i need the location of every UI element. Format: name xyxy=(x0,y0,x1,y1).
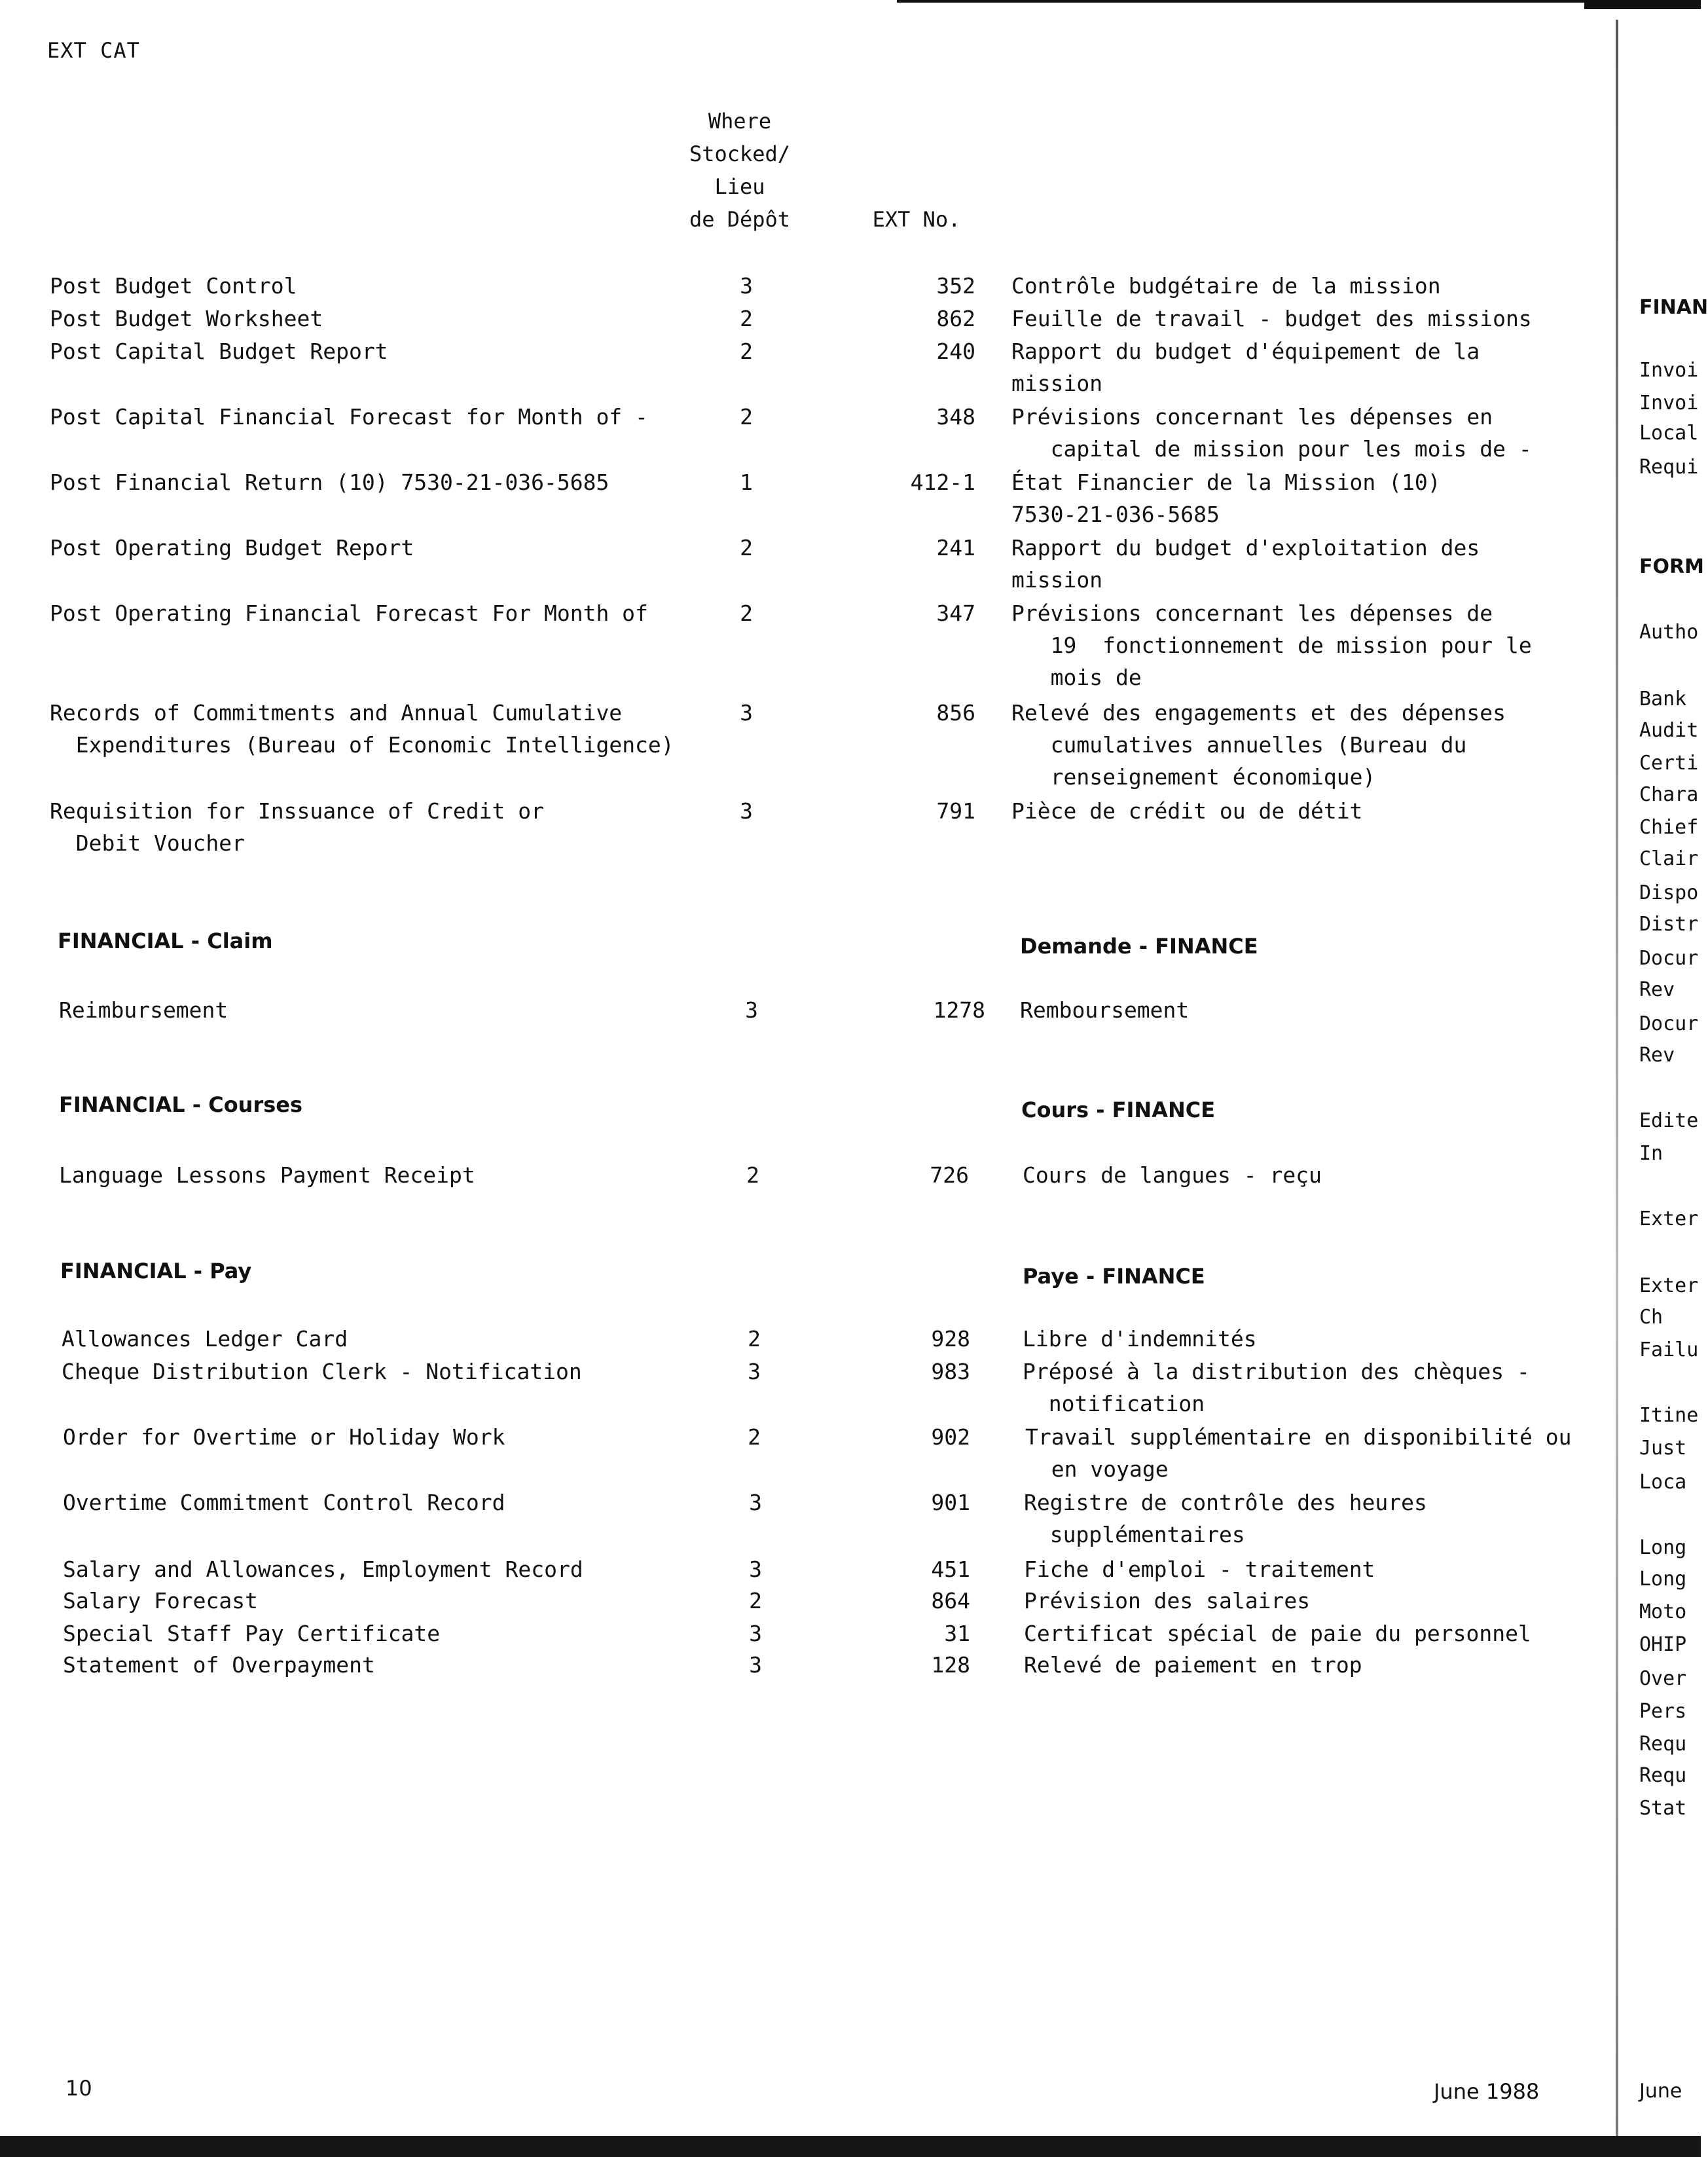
scan-bottom-edge xyxy=(0,2136,1701,2157)
form-title-fr: Fiche d'emploi - traitement xyxy=(1024,1557,1375,1582)
stock-location: 3 xyxy=(745,997,758,1023)
column-header-ext-no: EXT No. xyxy=(872,207,961,232)
form-title-en: Special Staff Pay Certificate xyxy=(63,1621,441,1646)
fragment-text: Chara xyxy=(1639,783,1699,806)
form-title-fr: Prévisions concernant les dépenses en capital de mission pour les mois de - xyxy=(1011,404,1532,462)
fragment-text: Loca xyxy=(1639,1471,1687,1494)
fragment-text: Distr xyxy=(1639,913,1699,936)
fragment-text: Requi xyxy=(1639,456,1699,479)
fragment-text: Autho xyxy=(1639,621,1699,644)
form-title-en: Statement of Overpayment xyxy=(63,1652,375,1678)
stock-location: 2 xyxy=(748,1424,761,1450)
fragment-text: Long xyxy=(1639,1568,1687,1591)
fragment-text: Local xyxy=(1639,422,1699,445)
form-title-en: Post Capital Financial Forecast for Month of - xyxy=(50,404,648,430)
stock-location: 2 xyxy=(746,1162,759,1188)
form-title-fr: Rapport du budget d'exploitation des mission xyxy=(1011,535,1480,593)
form-title-fr: Feuille de travail - budget des missions xyxy=(1011,306,1532,331)
ext-number: 241 xyxy=(936,535,975,561)
fragment-text: Long xyxy=(1639,1536,1687,1559)
fragment-text: Exter xyxy=(1639,1208,1699,1230)
form-title-en: Language Lessons Payment Receipt xyxy=(59,1162,475,1188)
form-title-en: Post Financial Return (10) 7530-21-036-5685 xyxy=(50,470,609,495)
section-heading-courses-fr: Cours - FINANCE xyxy=(1021,1097,1216,1122)
form-title-fr: Pièce de crédit ou de détit xyxy=(1011,798,1363,824)
page-number: 10 xyxy=(65,2076,92,2101)
ext-number: 412-1 xyxy=(910,470,975,495)
fragment-text: Invoi xyxy=(1639,359,1699,382)
form-title-fr: Relevé de paiement en trop xyxy=(1024,1652,1362,1678)
ext-number: 856 xyxy=(936,700,975,726)
stock-location: 2 xyxy=(740,306,753,331)
fragment-text: OHIP xyxy=(1639,1633,1687,1656)
stock-location: 3 xyxy=(749,1621,762,1646)
stock-location: 2 xyxy=(740,600,753,626)
column-header-line: Lieu xyxy=(714,174,765,199)
ext-number: 983 xyxy=(931,1359,970,1384)
fragment-text: Exter xyxy=(1639,1274,1699,1297)
fragment-text: Clair xyxy=(1639,847,1699,870)
ext-number: 791 xyxy=(936,798,975,824)
stock-location: 2 xyxy=(748,1326,761,1352)
ext-number: 348 xyxy=(936,404,975,430)
form-title-en: Post Budget Worksheet xyxy=(50,306,323,331)
section-heading-claim-fr: Demande - FINANCE xyxy=(1020,934,1258,959)
form-title-fr: Libre d'indemnités xyxy=(1023,1326,1257,1352)
top-edge-rule xyxy=(897,0,1701,3)
stock-location: 3 xyxy=(740,798,753,824)
fragment-text: Failu xyxy=(1639,1338,1699,1361)
fragment-text: Dispo xyxy=(1639,881,1699,904)
form-title-fr: Certificat spécial de paie du personnel xyxy=(1024,1621,1531,1646)
fragment-text: Itine xyxy=(1639,1404,1699,1427)
form-title-fr: Relevé des engagements et des dépenses cumulatives annuelles (Bureau du renseignement économique) xyxy=(1011,700,1506,790)
form-title-fr: Prévisions concernant les dépenses de 19 fonctionnement de mission pour le mois de xyxy=(1011,600,1532,690)
ext-number: 352 xyxy=(936,273,975,299)
ext-number: 31 xyxy=(944,1621,970,1646)
ext-number: 902 xyxy=(931,1424,970,1450)
form-title-en: Requisition for Inssuance of Credit or Debit Voucher xyxy=(50,798,544,856)
ext-number: 1278 xyxy=(933,997,985,1023)
fragment-text: Rev xyxy=(1639,1044,1675,1067)
fragment-text: Certi xyxy=(1639,752,1699,775)
ext-number: 347 xyxy=(936,600,975,626)
form-title-en: Salary and Allowances, Employment Record xyxy=(63,1557,583,1582)
stock-location: 3 xyxy=(748,1359,761,1384)
footer-date: June 1988 xyxy=(1434,2079,1540,2104)
ext-number: 451 xyxy=(931,1557,970,1582)
stock-location: 1 xyxy=(740,470,753,495)
form-title-fr: Prévision des salaires xyxy=(1024,1588,1311,1613)
fragment-text: Bank xyxy=(1639,688,1687,710)
stock-location: 2 xyxy=(740,535,753,561)
ext-number: 128 xyxy=(931,1652,970,1678)
section-heading-pay-fr: Paye - FINANCE xyxy=(1023,1264,1205,1289)
fragment-text: Requ xyxy=(1639,1733,1687,1756)
fragment-text: Docur xyxy=(1639,1012,1699,1035)
form-title-fr: Préposé à la distribution des chèques - notification xyxy=(1023,1359,1530,1416)
form-title-en: Cheque Distribution Clerk - Notification xyxy=(62,1359,582,1384)
column-header-line: Stocked/ xyxy=(689,141,791,166)
fragment-text: Docur xyxy=(1639,947,1699,970)
form-title-en: Post Budget Control xyxy=(50,273,297,299)
page-gutter-line xyxy=(1616,20,1618,2148)
fragment-text: Edite xyxy=(1639,1109,1699,1132)
fragment-text: Ch xyxy=(1639,1306,1663,1329)
column-header-where-stocked xyxy=(655,105,825,236)
fragment-text: Stat xyxy=(1639,1797,1687,1820)
form-title-en: Allowances Ledger Card xyxy=(62,1326,348,1352)
fragment-text: Audit xyxy=(1639,719,1699,742)
fragment-text: Pers xyxy=(1639,1700,1687,1723)
fragment-text: FINAN xyxy=(1639,296,1708,319)
fragment-text: Invoi xyxy=(1639,392,1699,415)
section-heading-courses-en: FINANCIAL - Courses xyxy=(59,1092,303,1117)
stock-location: 3 xyxy=(749,1490,762,1515)
stock-location: 3 xyxy=(740,700,753,726)
fragment-text: Just xyxy=(1639,1437,1687,1460)
fragment-text: Chief xyxy=(1639,816,1699,839)
form-title-fr: Cours de langues - reçu xyxy=(1023,1162,1322,1188)
catalog-header-label: EXT CAT xyxy=(47,38,140,63)
fragment-text: Moto xyxy=(1639,1600,1687,1623)
form-title-en: Salary Forecast xyxy=(63,1588,259,1613)
ext-number: 862 xyxy=(936,306,975,331)
adjacent-page-fragment xyxy=(1630,0,1708,2157)
form-title-en: Post Operating Financial Forecast For Month of xyxy=(50,600,648,626)
form-title-en: Records of Commitments and Annual Cumulative Expenditures (Bureau of Economic Intelligence) xyxy=(50,700,674,758)
form-title-en: Order for Overtime or Holiday Work xyxy=(63,1424,505,1450)
fragment-text: FORM xyxy=(1639,555,1704,578)
fragment-text: Rev xyxy=(1639,978,1675,1001)
form-title-fr: Travail supplémentaire en disponibilité ou en voyage xyxy=(1025,1424,1572,1482)
fragment-text: June xyxy=(1639,2080,1682,2103)
ext-number: 240 xyxy=(936,339,975,364)
form-title-fr: État Financier de la Mission (10) 7530-21-036-5685 xyxy=(1011,470,1441,527)
stock-location: 2 xyxy=(740,339,753,364)
form-title-en: Post Operating Budget Report xyxy=(50,535,414,561)
stock-location: 2 xyxy=(749,1588,762,1613)
stock-location: 3 xyxy=(749,1652,762,1678)
stock-location: 3 xyxy=(749,1557,762,1582)
fragment-text: In xyxy=(1639,1142,1663,1165)
section-heading-pay-en: FINANCIAL - Pay xyxy=(60,1259,252,1283)
form-title-fr: Contrôle budgétaire de la mission xyxy=(1011,273,1441,299)
form-title-fr: Registre de contrôle des heures supplémentaires xyxy=(1024,1490,1427,1547)
column-header-line: Where xyxy=(708,109,772,134)
stock-location: 2 xyxy=(740,404,753,430)
ext-number: 726 xyxy=(930,1162,969,1188)
form-title-en: Overtime Commitment Control Record xyxy=(63,1490,505,1515)
ext-number: 928 xyxy=(931,1326,970,1352)
stock-location: 3 xyxy=(740,273,753,299)
section-heading-claim-en: FINANCIAL - Claim xyxy=(58,929,273,953)
fragment-text: Over xyxy=(1639,1667,1687,1690)
form-title-en: Reimbursement xyxy=(59,997,228,1023)
fragment-text: Requ xyxy=(1639,1764,1687,1787)
ext-number: 864 xyxy=(931,1588,970,1613)
form-title-en: Post Capital Budget Report xyxy=(50,339,388,364)
form-title-fr: Remboursement xyxy=(1020,997,1190,1023)
form-title-fr: Rapport du budget d'équipement de la mission xyxy=(1011,339,1480,396)
column-header-line: de Dépôt xyxy=(689,207,791,232)
ext-number: 901 xyxy=(931,1490,970,1515)
